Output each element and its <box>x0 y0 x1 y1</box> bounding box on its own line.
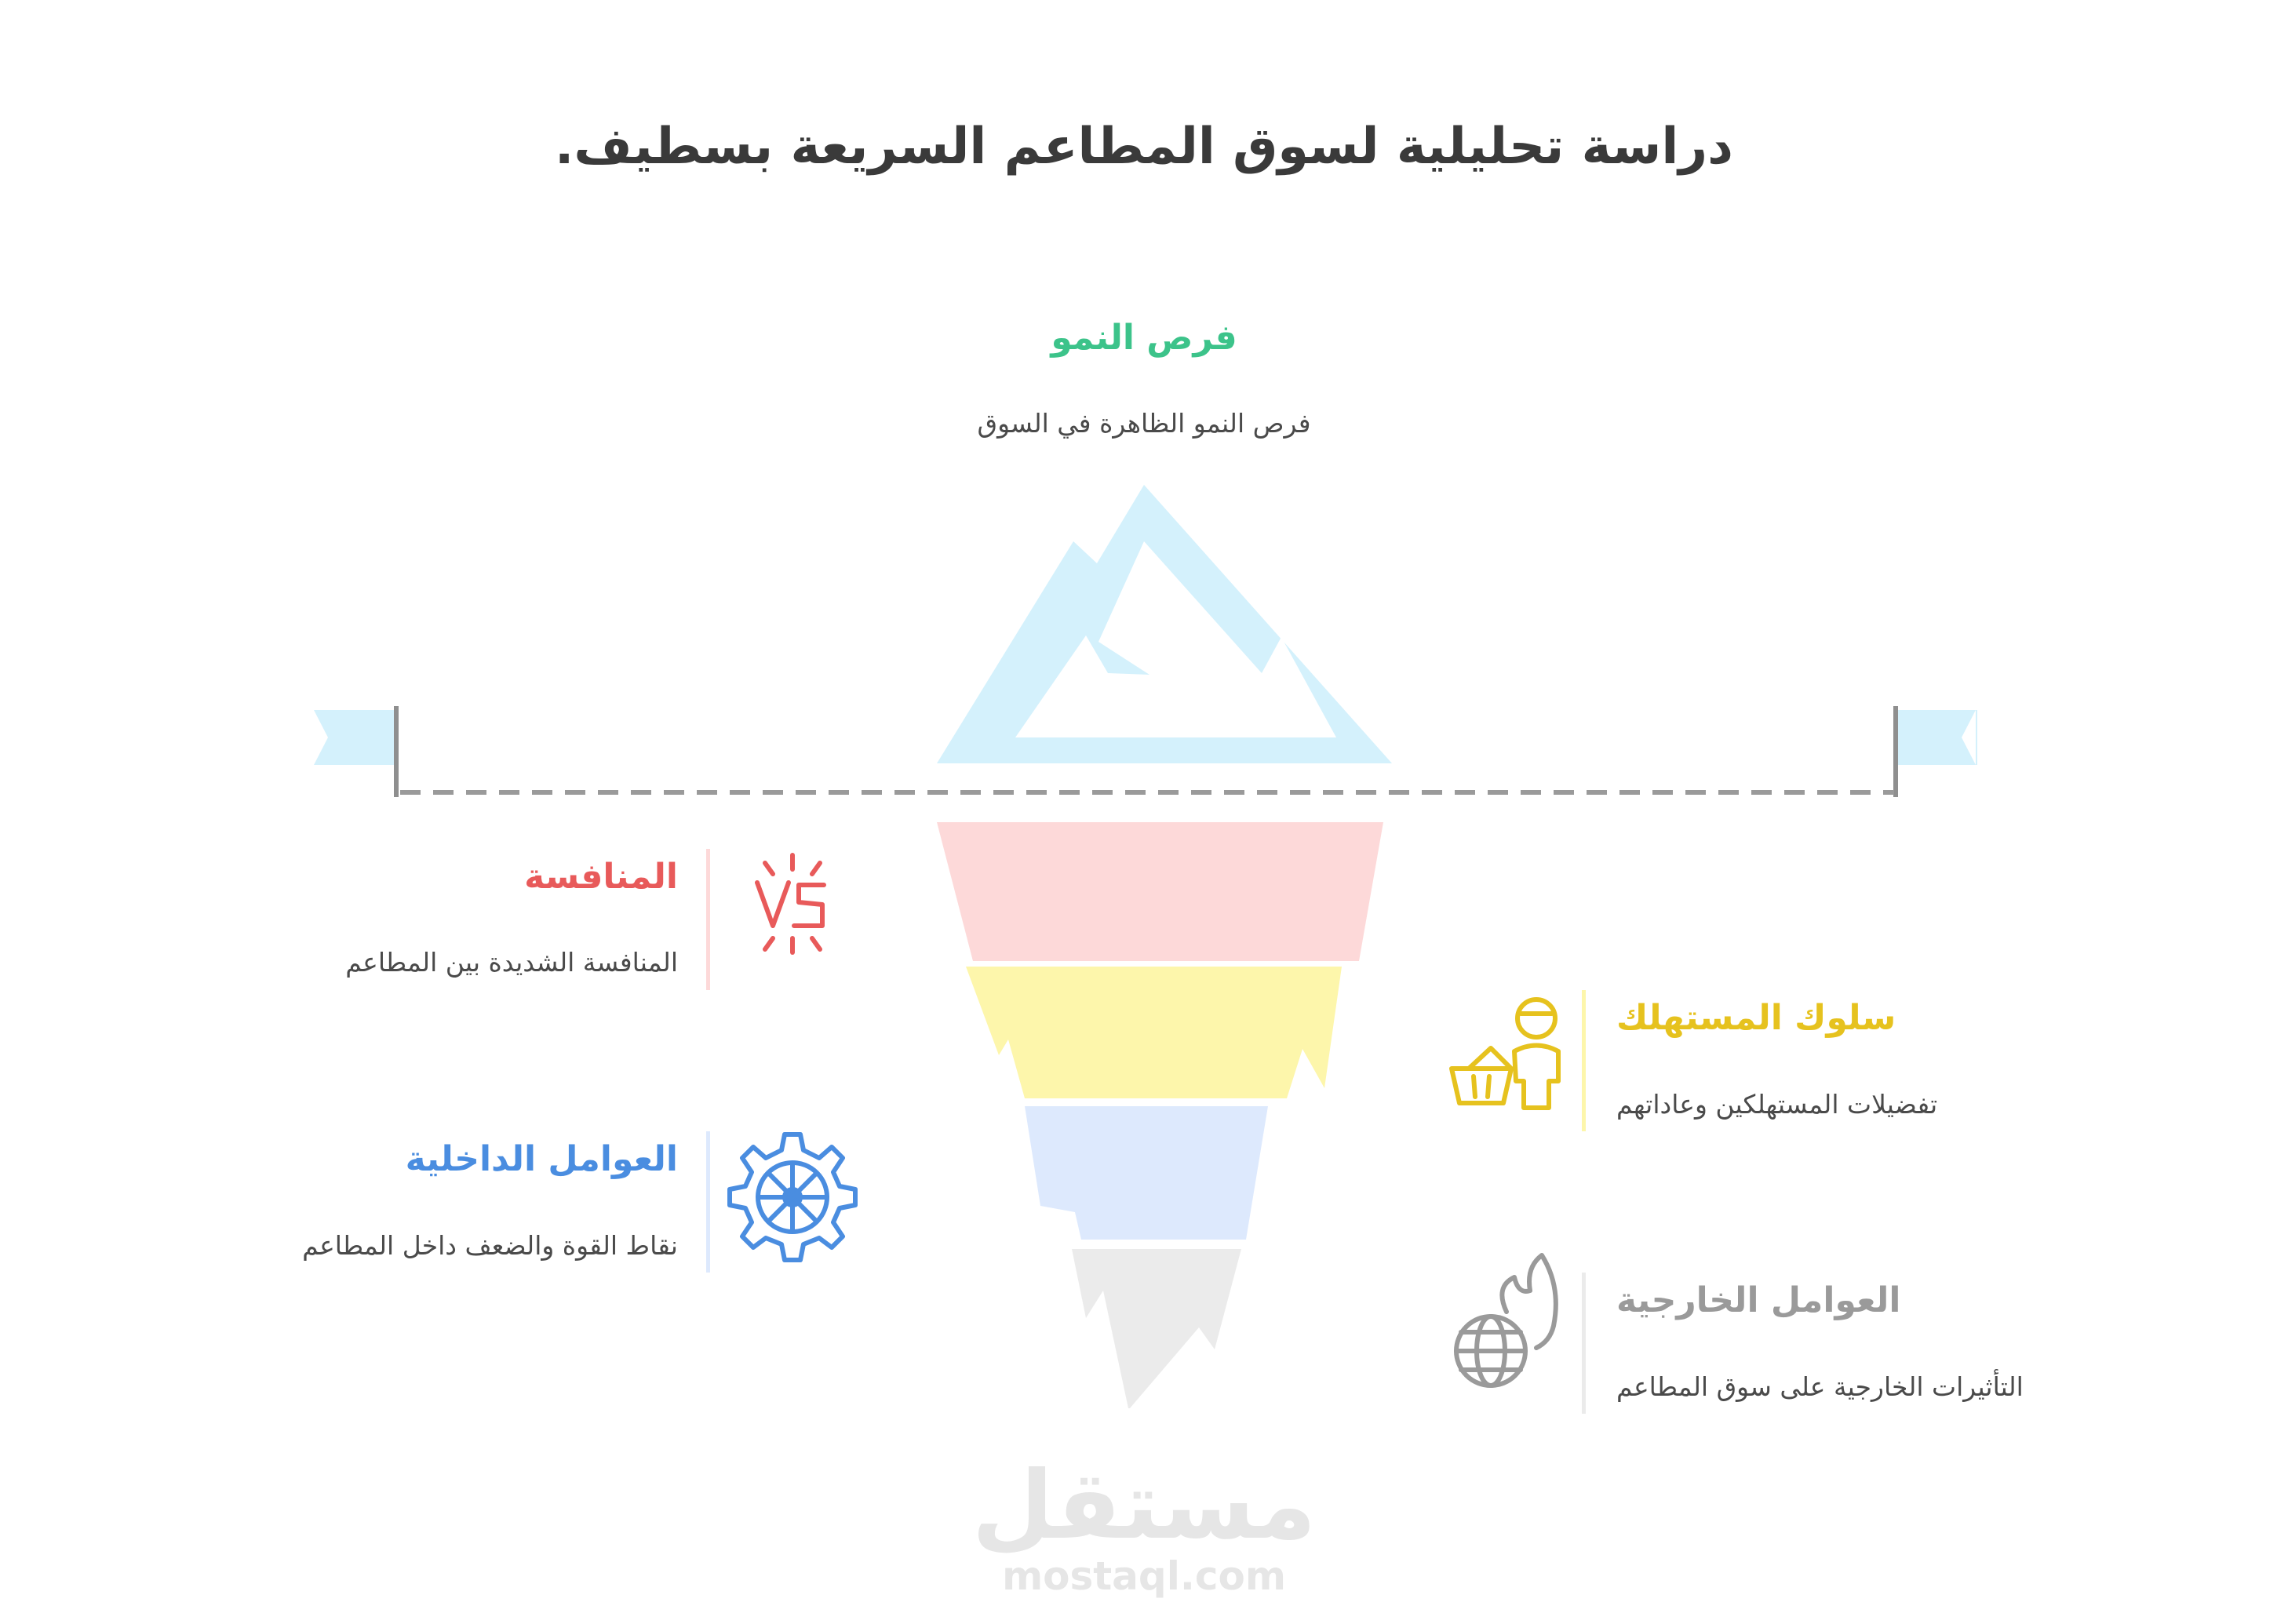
growth-description: فرص النمو الظاهرة في السوق <box>977 408 1311 439</box>
consumer-heading: سلوك المستهلك <box>1616 998 1896 1038</box>
vs-icon <box>757 855 824 952</box>
divider-competition <box>706 849 710 990</box>
layer-consumer <box>966 967 1342 1098</box>
page-title: .دراسة تحليلية لسوق المطاعم السريعة بسطيف <box>555 118 1733 176</box>
competition-heading: المنافسة <box>524 857 678 897</box>
divider-external <box>1582 1273 1586 1414</box>
layer-competition <box>937 822 1383 961</box>
internal-description: نقاط القوة والضعف داخل المطاعم <box>302 1230 678 1261</box>
layer-external <box>1072 1249 1241 1408</box>
iceberg-tip <box>937 485 1392 763</box>
iceberg-layers <box>937 822 1383 1408</box>
gear-icon <box>730 1134 855 1260</box>
left-flag <box>314 706 399 797</box>
growth-heading: فرص النمو <box>1051 318 1237 358</box>
watermark-url: mostaql.com <box>1002 1553 1286 1599</box>
watermark-logo: مستقل <box>971 1451 1317 1560</box>
globe-fire-icon <box>1456 1255 1556 1385</box>
consumer-description: تفضيلات المستهلكين وعاداتهم <box>1616 1089 1938 1120</box>
shopper-basket-icon <box>1452 1000 1558 1108</box>
right-flag <box>1893 706 1977 797</box>
internal-heading: العوامل الداخلية <box>405 1139 678 1179</box>
competition-description: المنافسة الشديدة بين المطاعم <box>345 947 678 978</box>
layer-internal <box>1025 1106 1268 1240</box>
external-heading: العوامل الخارجية <box>1616 1280 1901 1320</box>
divider-internal <box>706 1131 710 1273</box>
divider-consumer <box>1582 990 1586 1131</box>
external-description: التأثيرات الخارجية على سوق المطاعم <box>1616 1371 2024 1402</box>
